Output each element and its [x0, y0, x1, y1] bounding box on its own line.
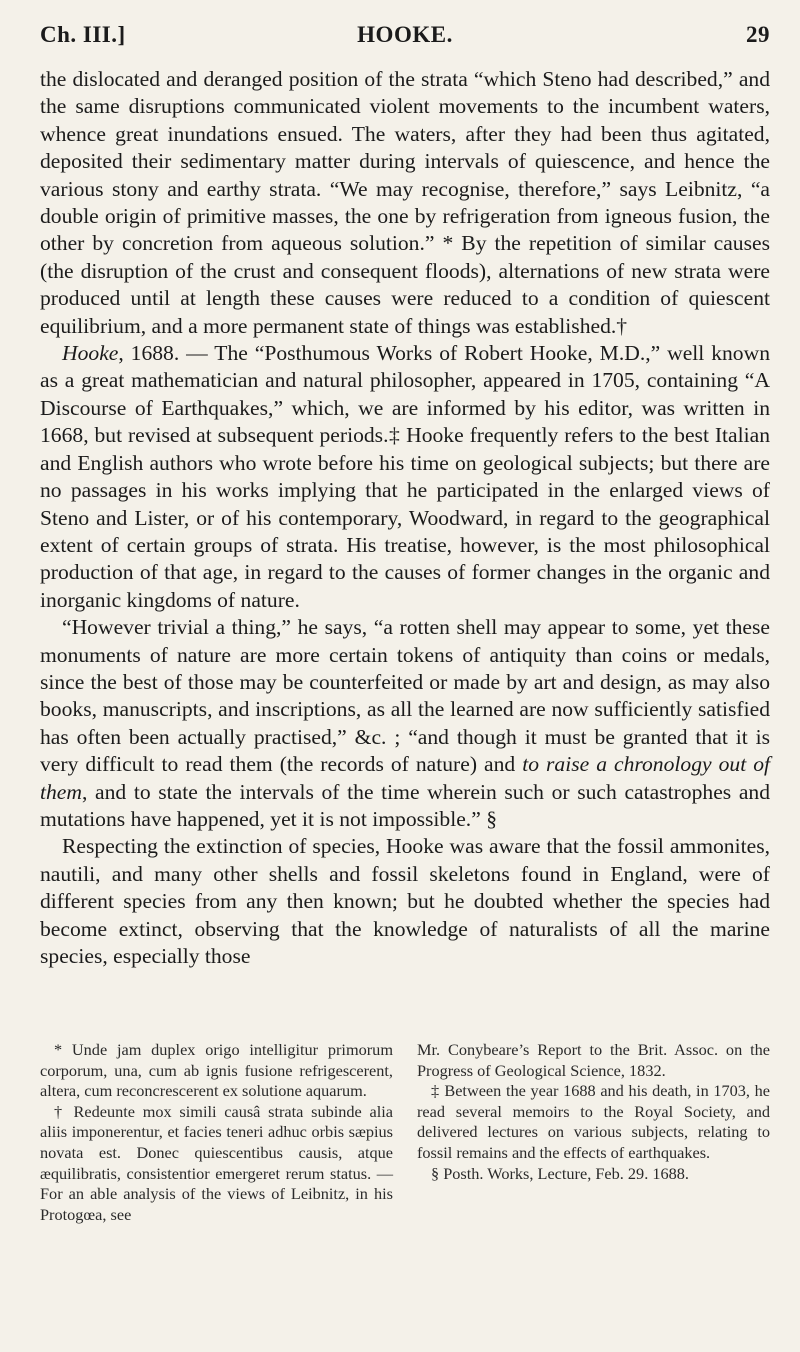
page-number: 29: [746, 22, 770, 47]
footnote-column-left: [40, 1040, 393, 1225]
paragraph-3-text-b: , and to state the intervals of the time wherein such or such catastrophes and mutations have happened, yet it is not impossible.” §: [40, 779, 770, 831]
footnote-dagger: † Redeunte mox simili causâ strata subinde alia aliis imponerentur, et facies teneri adhuc orbis sæpius novata est. Donec quiescentibus causis, atque æquilibratis, consistentior emergeret rerum status. — For an able analysis of the views of Leibnitz, in his Protogœa, see: [40, 1101, 393, 1224]
running-header: [40, 22, 770, 54]
footnotes: [40, 1040, 770, 1225]
paragraph-2-text: , 1688. — The “Posthumous Works of Robert Hooke, M.D.,” well known as a great mathematician and natural philosopher, appeared in 1705, containing “A Discourse of Earthquakes,” which, we are informed by his editor, was written in 1668, but revised at subsequent periods.‡ Hooke frequently refers to the best Italian and English authors who wrote before his time on geological subjects; but there are no passages in his works implying that he participated in the enlarged views of Steno and Lister, or of his contemporary, Woodward, in regard to the geographical extent of certain groups of strata. His treatise, however, is the most philosophical production of that age, in regard to the causes of former changes in the organic and inorganic kingdoms of nature.: [40, 341, 770, 612]
footnote-double-dagger: ‡ Between the year 1688 and his death, in 1703, he read several memoirs to the Royal Society, and delivered lectures on various subjects, relating to fossil remains and the effects of earthquakes.: [417, 1081, 770, 1162]
paragraph-4: Respecting the extinction of species, Hooke was aware that the fossil ammonites, nautili, and many other shells and fossil skeletons found in England, were of different species from any then known; but he doubted whether the species had become extinct, observing that the knowledge of naturalists of all the marine species, especially those: [40, 834, 770, 968]
footnote-column-right: [417, 1040, 770, 1225]
footnote-dagger-continued: Mr. Conybeare’s Report to the Brit. Assoc. on the Progress of Geological Science, 1832.: [417, 1040, 770, 1080]
paragraph-3-text-a: “However trivial a thing,” he says, “a rotten shell may appear to some, yet these monuments of nature are more certain tokens of antiquity than coins or medals, since the best of those may be counterfeited or made by art and design, as may also books, manuscripts, and inscriptions, as all the learned are now sufficiently satisfied has often been actually practised,” &c. ; “and though it must be granted that it is very difficult to read them (the records of nature) and: [40, 615, 770, 777]
footnote-section: § Posth. Works, Lecture, Feb. 29. 1688.: [431, 1163, 689, 1183]
paragraph-2: [40, 340, 770, 614]
running-title: HOOKE.: [357, 22, 453, 47]
paragraph-1: the dislocated and deranged position of the strata “which Steno had described,” and the same disruptions communicated violent movements to the incumbent waters, whence great inundations ensued. The waters, after they had been thus agitated, deposited their sedimentary matter during intervals of quiescence, and hence the various stony and earthy strata. “We may recognise, therefore,” says Leibnitz, “a double origin of primitive masses, the one by refrigeration from igneous fusion, the other by concretion from aqueous solution.” * By the repetition of similar causes (the disruption of the crust and consequent floods), alternations of new strata were produced until at length these causes were reduced to a condition of quiescent equilibrium, and a more permanent state of things was established.†: [40, 67, 770, 338]
book-page: [40, 22, 770, 1332]
chapter-label: Ch. III.]: [40, 22, 126, 47]
footnote-asterisk: * Unde jam duplex origo intelligitur primorum corporum, una, cum ab ignis fusione refrigescerent, altera, cum reconcrescerent ex solutione aquarum.: [40, 1040, 393, 1101]
paragraph-3-italic: to raise a chronology out of them: [40, 752, 770, 804]
main-text: [40, 66, 770, 970]
paragraph-3: [40, 614, 770, 833]
side-heading-hooke: Hooke: [62, 341, 119, 366]
